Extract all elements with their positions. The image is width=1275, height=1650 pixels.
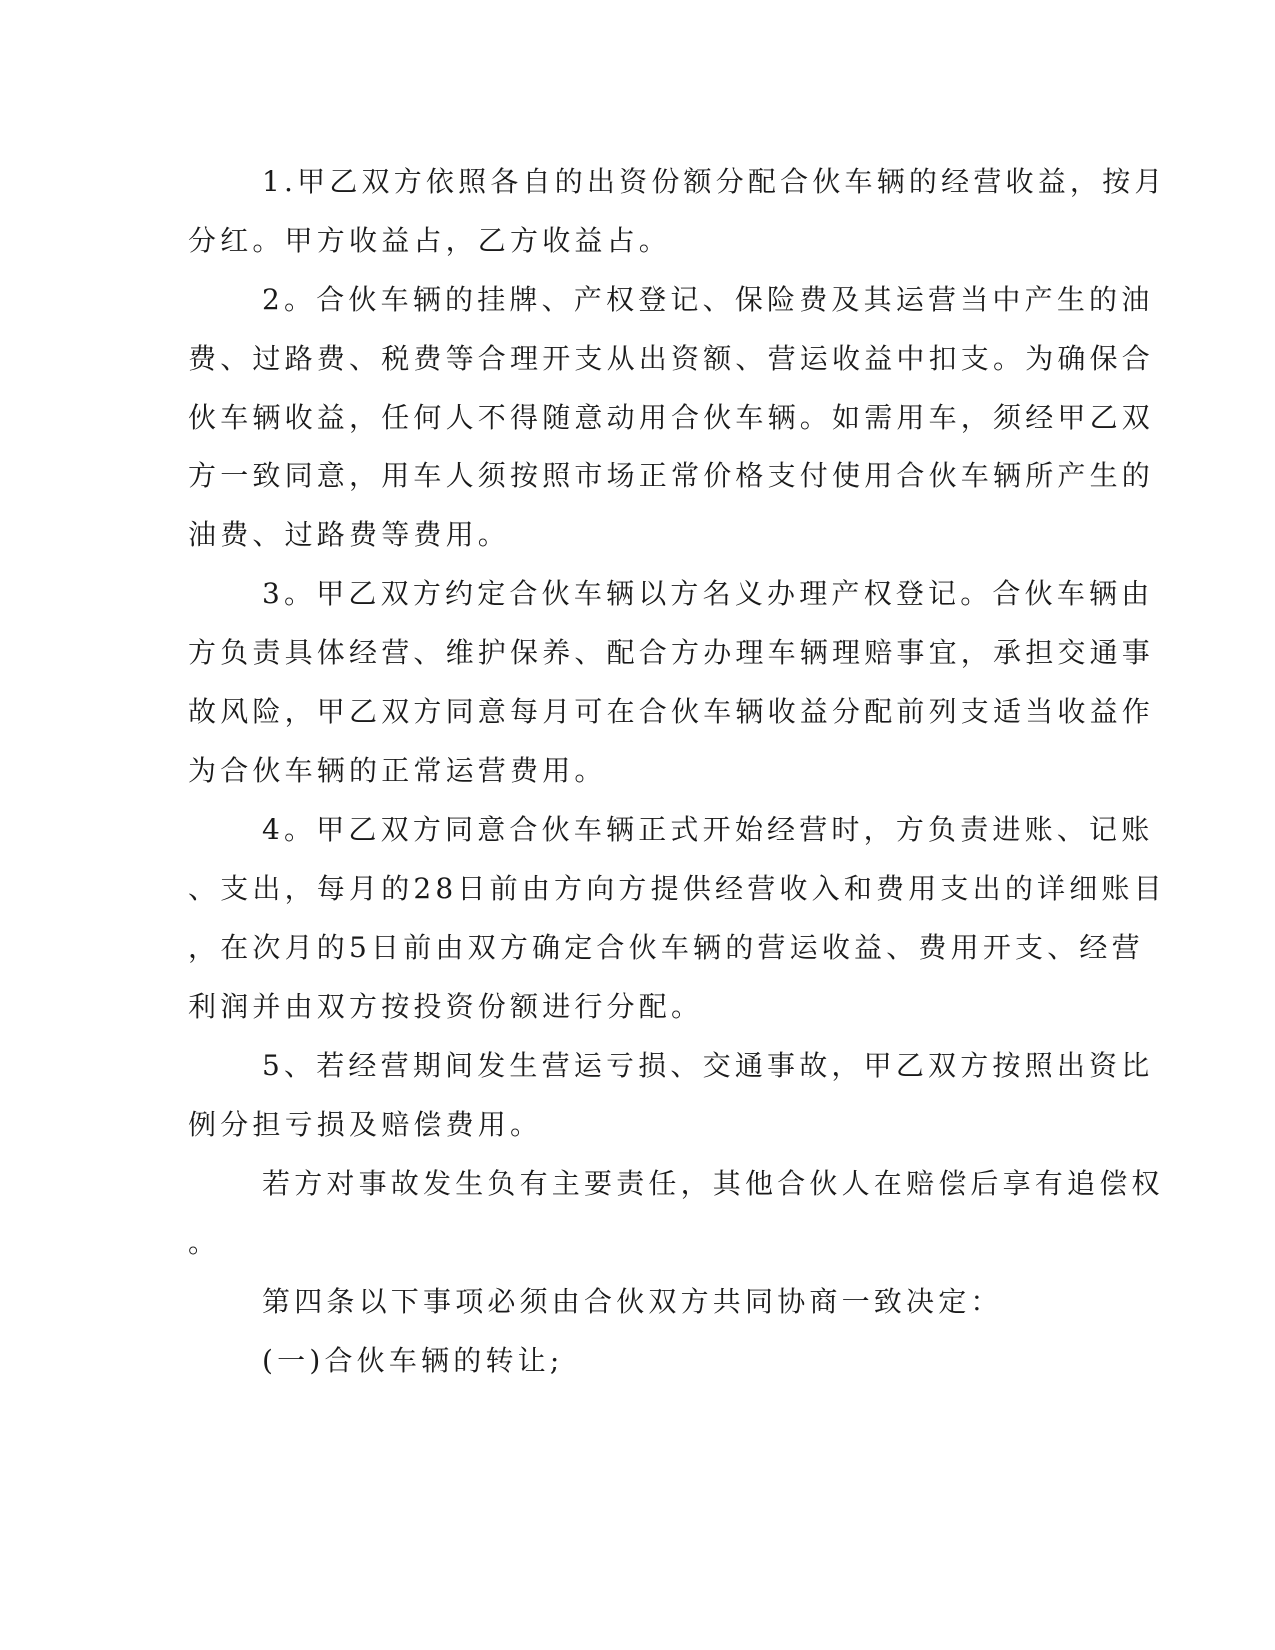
text-line: (一)合伙车辆的转让; xyxy=(262,1344,564,1377)
text-line: 4。甲乙双方同意合伙车辆正式开始经营时，方负责进账、记账 xyxy=(262,813,1154,846)
text-line: 为合伙车辆的正常运营费用。 xyxy=(188,754,607,787)
text-line: 故风险，甲乙双方同意每月可在合伙车辆收益分配前列支适当收益作 xyxy=(188,695,1155,728)
text-line: ，在次月的5日前由双方确定合伙车辆的营运收益、费用开支、经营 xyxy=(188,931,1144,964)
text-line: 油费、过路费等费用。 xyxy=(188,518,511,551)
text-line: 利润并由双方按投资份额进行分配。 xyxy=(188,990,704,1023)
text-line: 第四条以下事项必须由合伙双方共同协商一致决定： xyxy=(262,1285,1003,1318)
text-line: 5、若经营期间发生营运亏损、交通事故，甲乙双方按照出资比 xyxy=(262,1049,1154,1082)
text-line: 伙车辆收益，任何人不得随意动用合伙车辆。如需用车，须经甲乙双 xyxy=(188,401,1155,434)
text-line: 若方对事故发生负有主要责任，其他合伙人在赔偿后享有追偿权 xyxy=(262,1167,1164,1200)
text-line: 、支出，每月的28日前由方向方提供经营收入和费用支出的详细账目 xyxy=(188,872,1166,905)
text-line: 2。合伙车辆的挂牌、产权登记、保险费及其运营当中产生的油 xyxy=(262,283,1154,316)
text-line: 方一致同意，用车人须按照市场正常价格支付使用合伙车辆所产生的 xyxy=(188,459,1155,492)
text-line: 费、过路费、税费等合理开支从出资额、营运收益中扣支。为确保合 xyxy=(188,342,1155,375)
text-line: 1.甲乙双方依照各自的出资份额分配合伙车辆的经营收益，按月 xyxy=(262,165,1167,198)
text-line: 分红。甲方收益占，乙方收益占。 xyxy=(188,224,672,257)
text-line: 。 xyxy=(188,1226,221,1259)
text-line: 例分担亏损及赔偿费用。 xyxy=(188,1108,543,1141)
text-line: 方负责具体经营、维护保养、配合方办理车辆理赔事宜，承担交通事 xyxy=(188,636,1155,669)
text-line: 3。甲乙双方约定合伙车辆以方名义办理产权登记。合伙车辆由 xyxy=(262,577,1154,610)
